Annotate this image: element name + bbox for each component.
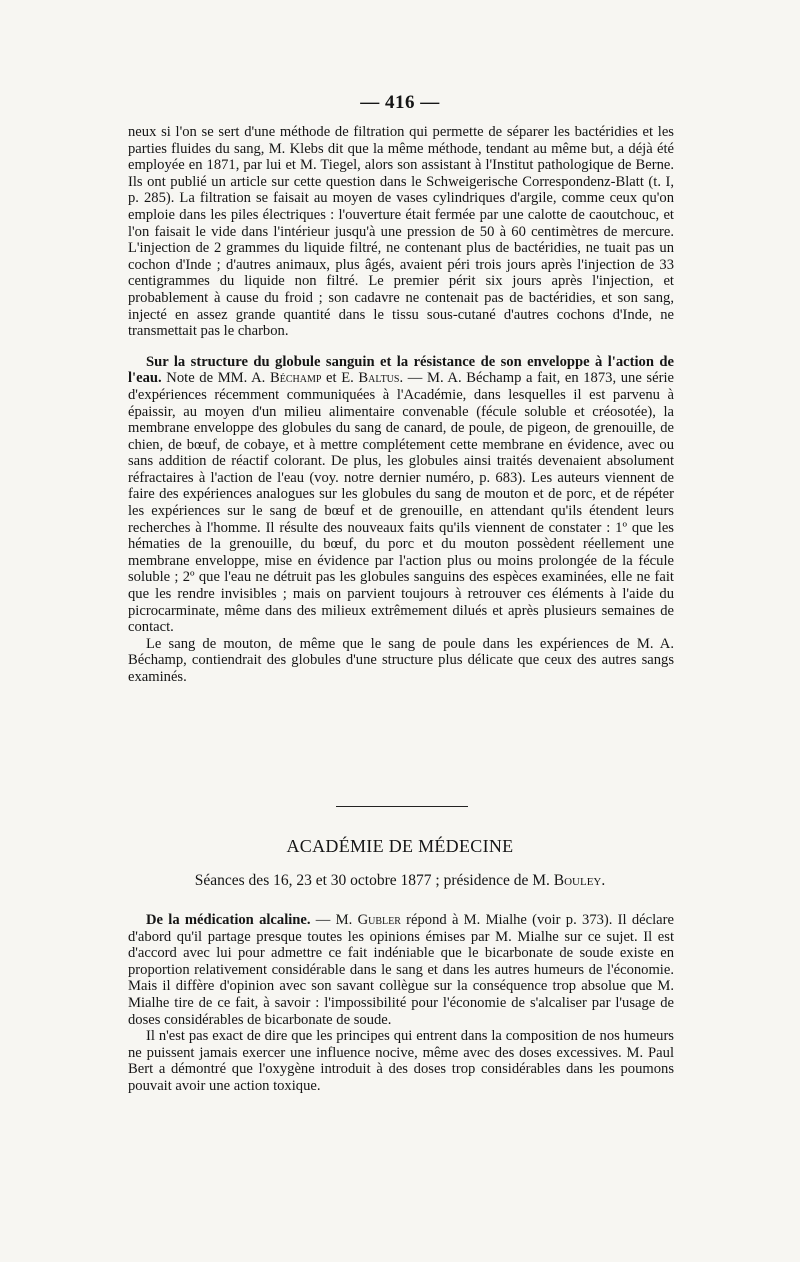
author-baltus: Baltus	[358, 370, 400, 387]
seance-prefix: Séances des 16, 23 et 30 octobre 1877 ; présidence de M.	[194, 872, 550, 889]
paragraph-mouton: Le sang de mouton, de même que le sang de poule dans les expériences de M. A. Béchamp, contiendrait des globules d'une structure plus délicate que ceux des autres sangs examinés.	[128, 635, 674, 685]
note-intro: Note de MM. A.	[166, 370, 266, 387]
article-title-globule: Sur la structure du globule sanguin et la résistance de son enveloppe à l'action de l'eau.	[128, 353, 674, 387]
section-heading: ACADÉMIE DE MÉDECINE	[286, 836, 514, 856]
text-block-top	[128, 124, 674, 686]
article-body-medication: répond à M. Mialhe (voir p. 373). Il déclare d'abord qu'il partage presque toutes les opinions émises par M. Mialhe sur ce sujet. Il est d'accord avec lui pour admettre ce fait indéniable que le bicarbonate de soude existe en proportion relativement considérable dans le sang et dans les autres humeurs de l'économie. Mais il diffère d'opinion avec son savant collègue sur la conséquence trop absolue que M. Mialhe tire de ce fait, à savoir : l'impossibilité pour l'économie de s'alcaliser par l'usage de doses considérables de bicarbonate de soude.	[128, 912, 674, 1028]
note-and: et E.	[326, 370, 354, 387]
seance-president: Bouley	[553, 872, 602, 889]
seance-line	[0, 872, 800, 890]
article-dash: — M.	[310, 912, 353, 928]
paragraph-globule-structure	[128, 354, 674, 636]
author-bechamp: Béchamp	[269, 370, 322, 387]
speaker-gubler: Gubler	[357, 912, 401, 928]
article-title-medication: De la médication alcaline.	[146, 912, 311, 928]
paragraph-filtration: neux si l'on se sert d'une méthode de filtration qui permette de séparer les bactéridies et les parties fluides du sang, M. Klebs dit que la même méthode, tendant au même but, a déjà été employée en 1871, par lui et M. Tiegel, alors son assistant à l'Institut pathologique de Berne. Ils ont publié un article sur cette question dans le Schweigerische Correspondenz-Blatt (t. I, p. 285). La filtration se faisait au moyen de vases cylindriques d'argile, comme ceux qu'on emploie dans les piles électriques : l'ouverture était fermée par une calotte de caoutchouc, et l'on faisait le vide dans l'intérieur jusqu'à une pression de 50 à 60 centimètres de mercure. L'injection de 2 grammes du liquide filtré, ne contenant plus de bactéridies, ne tuait pas un cochon d'Inde ; d'autres animaux, plus âgés, avaient péri trois jours après l'injection de 33 centigrammes du liquide non filtré. Le premier périt six jours après l'injection, et probablement à cause du froid ; son cadavre ne contenait pas de bactéridies, et son sang, injecté en assez grande quantité dans le tissu sous-cutané d'autres cochons d'Inde, ne transmettait pas le charbon.	[128, 124, 674, 340]
section-divider	[336, 806, 468, 807]
page-number: — 416 —	[360, 92, 440, 113]
seance-suffix: .	[601, 872, 606, 889]
paragraph-medication	[128, 912, 674, 1028]
article-body-globule: . — M. A. Béchamp a fait, en 1873, une série d'expériences récemment communiquées à l'Académie, dans lesquelles il est parvenu à épaissir, au moyen d'un milieu alimentaire convenable (fécule soluble et créosotée), la membrane enveloppe des globules du sang de canard, de poule, de pigeon, de grenouille, de chien, de bœuf, de cobaye, et à mettre complétement cette membrane en évidence, avec ou sans addition de réactif colorant. De plus, les globules ainsi traités devenaient absolument réfractaires à l'action de l'eau (voy. notre dernier numéro, p. 683). Les auteurs viennent de faire des expériences analogues sur les globules du sang de mouton et de porc, et de répéter les expériences sur le sang de bœuf et de grenouille, en attendant qu'ils étendent leurs recherches à l'homme. Il résulte des nouveaux faits qu'ils viennent de constater : 1º que les hématies de la grenouille, du bœuf, du porc et du mouton possèdent réellement une membrane enveloppe, mise en évidence par l'action plus ou moins prolongée de la fécule soluble ; 2º que l'eau ne détruit pas les globules sanguins des espèces examinées, elle ne fait que les rendre invisibles ; mais on parvient toujours à retrouver ces éléments à l'aide du picrocarminate, même dans des milieux extrêmement dilués et après plusieurs semaines de contact.	[128, 370, 674, 636]
text-block-bottom	[128, 912, 674, 1095]
paragraph-principes: Il n'est pas exact de dire que les principes qui entrent dans la composition de nos humeurs ne puissent jamais exercer une influence nocive, même avec des doses excessives. M. Paul Bert a démontré que l'oxygène introduit à des doses trop considérables dans les poumons pouvait avoir une action toxique.	[128, 1028, 674, 1094]
